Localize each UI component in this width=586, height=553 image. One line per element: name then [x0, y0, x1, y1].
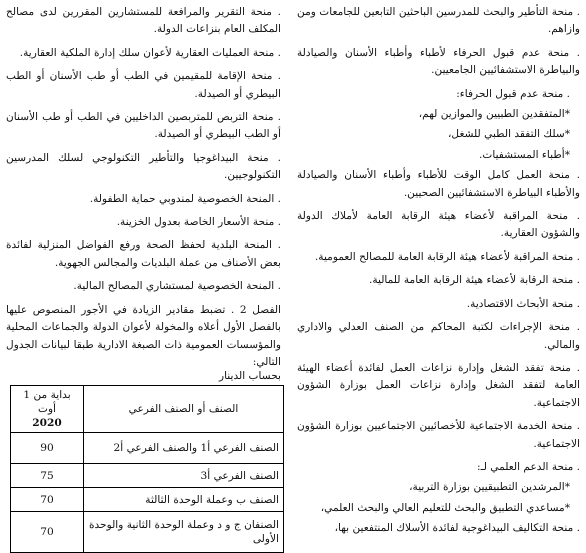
allowance-item: . منحة الأبحاث الاقتصادية. — [466, 297, 580, 310]
row-category: الصنفان ج و د وعملة الوحدة الثانية والوحدة الأولى — [84, 512, 284, 553]
beneficiary-item: *مساعدي التطبيق والبحث للتعليم العالي والبحث العلمي، — [320, 501, 570, 514]
header-amount-label: بداية من 1 أوت — [23, 389, 71, 415]
row-category: الصنف الفرعي أ3 — [84, 464, 284, 488]
row-amount: 75 — [11, 464, 84, 488]
allowance-item: . منحة تفقد الشغل وإدارة نزاعات العمل لفائدة أعضاء الهيئة العامة لتفقد الشغل وإدارة نزاعات العمل بوزارة الشؤون الاجتماعية. — [297, 361, 580, 409]
allowance-item: . منحة العمل كامل الوقت للأطباء وأطباء الأسنان والصيادلة والأطباء البياطرة الاستشفائيين الصحيين. — [297, 169, 580, 199]
allowance-item: . منحة التكاليف البيداغوجية لفائدة الأسلاك المنتفعين بها، — [334, 522, 580, 535]
header-amount — [11, 386, 84, 433]
allowance-item: . منحة الخدمة الاجتماعية للأخصائيين الاجتماعيين بوزارة الشؤون الاجتماعية. — [297, 420, 580, 450]
allowance-item: . المنحة الخصوصية لمستشاري المصالح المالية. — [73, 280, 281, 293]
header-amount-year: 2020 — [32, 417, 62, 429]
allowance-item: . المنحة الخصوصية لمندوبي حماية الطفولة. — [89, 192, 281, 205]
row-category: الصنف ب وعملة الوحدة الثالثة — [84, 488, 284, 512]
table-row — [11, 512, 284, 553]
allowance-item: . منحة الدعم العلمي لـ: — [477, 460, 580, 473]
beneficiary-item: *سلك التفقد الطبي للشغل، — [448, 128, 570, 141]
header-category: الصنف أو الصنف الفرعي — [84, 386, 284, 433]
allowance-item: . منحة التقرير والمرافعة للمستشارين المقررين لدى مصالح المكلف العام بنزاعات الدولة. — [6, 6, 281, 36]
allowance-item: . منحة العمليات العقارية لأعوان سلك إدارة الملكية العقارية. — [19, 46, 281, 59]
allowance-item: . منحة التأطير والبحث للمدرسين الباحثين التابعين للجامعات ومن وازاهم. — [297, 6, 580, 36]
allowance-item: . منحة الرقابة لأعضاء هيئة الرقابة العامة للمالية. — [368, 274, 580, 287]
allowance-item: . منحة التربص للمتربصين الداخليين في الطب أو طب الأسنان أو الطب البيطري أو الصيدلة. — [6, 111, 281, 141]
row-amount: 90 — [11, 433, 84, 464]
beneficiary-item: *المرشدين التطبيقيين بوزارة التربية، — [409, 481, 570, 494]
salary-increase-table — [10, 385, 284, 553]
row-amount: 70 — [11, 512, 84, 553]
currency-unit-note: بحساب الدينار — [218, 370, 281, 382]
allowance-item: . المنحة البلدية لحفظ الصحة ورفع الفواضل المنزلية لفائدة بعض الأصناف من عملة البلديات والمجالس الجهوية. — [6, 239, 281, 269]
table-row — [11, 433, 284, 464]
table-header-row — [11, 386, 284, 433]
allowance-item: . منحة الإجراءات لكتبة المحاكم من الصنف العدلي والاداري والمالي. — [297, 321, 580, 351]
left-column — [6, 4, 281, 377]
allowance-item: . منحة المراقبة لأعضاء هيئة الرقابة العامة للمصالح العمومية. — [314, 250, 580, 263]
beneficiary-item: *المتفقدين الطبيين والموازين لهم، — [418, 108, 570, 121]
right-column — [297, 4, 580, 541]
row-amount: 70 — [11, 488, 84, 512]
table-row — [11, 488, 284, 512]
beneficiary-item: *أطباء المستشفيات. — [479, 148, 570, 161]
allowance-item: . منحة الأسعار الخاصة بعدول الخزينة. — [116, 216, 281, 229]
allowance-item: . منحة عدم قبول الحرفاء لأطباء وأطباء الأسنان والصيادلة والبياطرة الاستشفائيين الجامعيين. — [297, 46, 580, 77]
allowance-item: . منحة عدم قبول الحرفاء: — [456, 87, 570, 100]
allowance-item: . منحة المراقبة لأعضاء هيئة الرقابة العامة لأملاك الدولة والشؤون العقارية. — [297, 210, 580, 240]
article-2-paragraph: الفصل 2 . تضبط مقادير الزيادة في الأجور المنصوص عليها بالفصل الأول أعلاه والمخولة لأعوان الدولة والجماعات المحلية والمؤسسات العمومية ذات الصبغة الادارية طبقا لبيانات الجدول التالي: — [6, 303, 281, 368]
allowance-item: . منحة البيداغوجيا والتأطير التكنولوجي لسلك المدرسين التكنولوجيين. — [6, 151, 281, 182]
row-category: الصنف الفرعي أ1 والصنف الفرعي أ2 — [84, 433, 284, 464]
table-row — [11, 464, 284, 488]
allowance-item: . منحة الإقامة للمقيمين في الطب أو طب الأسنان أو الطب البيطري أو الصيدلة. — [6, 70, 281, 100]
